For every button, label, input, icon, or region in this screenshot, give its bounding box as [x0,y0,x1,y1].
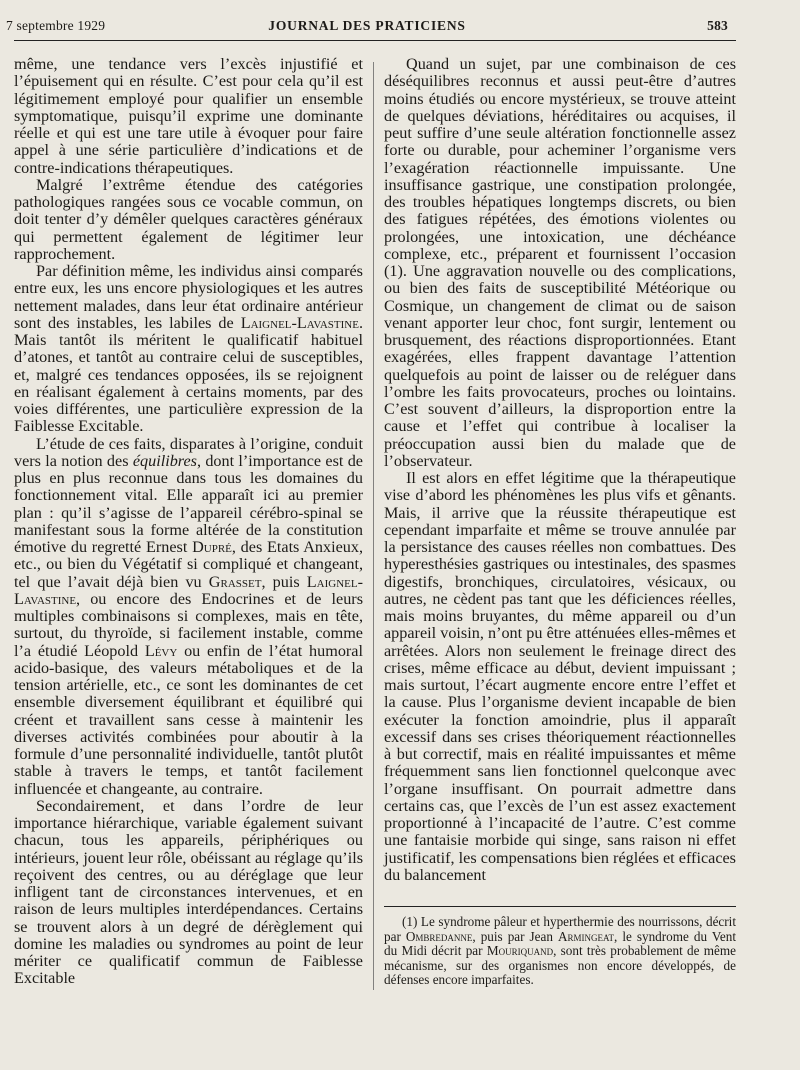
footnote-text [384,915,736,988]
text-run: L’étude de ces faits, disparates à l’origine, conduit vers la notion des [14,434,363,470]
author-name: Ombredanne [405,928,473,944]
paragraph: Quand un sujet, par une combinaison de ces déséquilibres reconnus et aussi peut-être d’autres moins étudiés ou encore mystérieux, se trouve atteint de quelques déviations, héréditaires ou acquises, il peut suffire d’une seule altération fonctionnelle assez forte ou durable, pour acheminer l’organisme vers l’exagération réactionnelle impuissante. Une insuffisance gastrique, une constipation prolongée, des troubles hépatiques longtemps discrets, ou bien des fatigues répétées, des émotions violentes ou prolongées, une intoxication, une déchéance complexe, etc., préparent et fournissent l’occasion (1). Une aggravation nouvelle ou des complications, ou bien des faits de susceptibilité Météorique ou Cosmique, un changement de climat ou de saison venant apporter leur choc, font surgir, lentement ou brusquement, des réactions disproportionnées. Etant exagérées, elles frappent davantage l’attention quelquefois au point de laisser ou de reléguer dans l’ombre les faits provocateurs, proches ou lointains. C’est souvent d’ailleurs, la disproportion entre la cause et l’effet qui contribue à localiser la préoccupation aussi bien du malade que de l’observateur. [384,55,736,470]
paragraph [14,263,363,436]
author-name: Lévy [144,641,178,660]
text-run: , dont l’importance est de plus en plus reconnue dans tous les domaines du fonctionnement vital. Elle apparaît ici au premier plan : qu’il s’agisse de l’appareil cérébro-spinal se manifestant sous la forme altérée de la constitution émotive du regretté Ernest [14,451,363,556]
author-name: Mouriquand [486,943,554,959]
text-run: Par définition même, les individus ainsi comparés entre eux, les uns encore physiologiques et les autres nettement malades, dans leur état ordinaire antérieur sont des instables, les labiles de [14,262,363,332]
header-date: 7 septembre 1929 [6,18,106,33]
left-column [14,56,363,988]
footnote [384,915,736,988]
footnote-rule [384,906,736,907]
paragraph [14,436,363,798]
page-number: 583 [707,18,728,33]
text-run: , puis [261,572,307,591]
text-run: , ou encore des Endocrines et de leurs multiples combinaisons si complexes, mais en tête, surtout, du thyroïde, si facilement instable, comme l’a étudié Léopold [14,589,363,660]
header-rule [14,40,736,41]
text-run: , des Etats Anxieux, etc., ou bien du Végétatif si compliqué et changeant, tel que l’avait déjà bien vu [14,538,363,591]
text-run: ou enfin de l’état humoral acido-basique, des valeurs métaboliques et de la tension artérielle, etc., ce sont les dominantes de cet ensemble diversement équilibrant et équilibré qui créent et travaillent sans cesse à maintenir les diverses activités combinées pour aboutir à la formule d’une personnalité individuelle, tantôt plutôt stable à travers le temps, et tantôt facilement influencée et changeante, au contraire. [14,641,363,798]
column-divider [373,62,374,990]
emphasis: équilibres [132,451,197,470]
text-run: , sont très probablement de même mécanisme, sur des organismes non encore développés, de défenses encore imparfaites. [384,943,736,988]
text-run: (1) Le syndrome pâleur et hyperthermie des nourrissons, décrit par [384,914,736,944]
journal-title: JOURNAL DES PRATICIENS [268,18,466,33]
text-run: . Mais tantôt ils méritent le qualificatif habituel d’atones, et tantôt au contraire celui de susceptibles, et, malgré ces tendances opposées, ils se rejoignent en réalisant également à certains moments, par des voies différentes, une particulière expression de la Faiblesse Excitable. [14,313,363,436]
page-header [6,14,728,36]
author-name: Armingeat [557,928,615,944]
paragraph: Il est alors en effet légitime que la thérapeutique vise d’abord les phénomènes les plus vifs et gênants. Mais, il arrive que la réussite thérapeutique est cependant imparfaite et même se trouve annulée par la persistance des causes réelles non combattues. Des hyperesthésies gastriques ou intestinales, des spasmes digestifs, bronchiques, circulatoires, vésicaux, ou autres, ne cèdent pas tant que les déficiences réelles, mais moins bruyantes, du même appareil ou d’un appareil voisin, n’ont pu être atténuées elles-mêmes et arrêtées. Alors non seulement le freinage direct des crises, même efficace au début, devient impuissant ; mais surtout, l’écart augmente encore entre l’effet et la cause. Plus l’organisme devient incapable de bien exécuter la fonction amoindrie, plus il apparaît excessif dans ses crises théoriquement réactionnelles à but correctif, mais en réalité impuissantes et même fréquemment sans lien fonctionnel quelconque avec l’organe insuffisant. On pourrait admettre dans certains cas, que l’excès de l’un est assez exactement proportionné à l’incapacité de l’autre. C’est comme une fantaisie morbide qui singe, sans raison ni effet justificatif, les compensations bien réglées et efficaces du balancement [384,469,736,884]
author-name: Laignel-Lavastine [14,572,363,608]
text-run: , puis par Jean [472,928,558,944]
author-name: Laignel-Lavastine [240,313,359,332]
author-name: Grasset [208,572,262,591]
author-name: Dupré [192,538,232,556]
text-run: , le syndrome du Vent du Midi décrit par [384,928,736,959]
paragraph: Malgré l’extrême étendue des catégories pathologiques rangées sous ce vocable commun, on doit tenter d’y démêler quelques caractères généraux qui permettent également de légitimer leur rapprochement. [14,175,363,263]
paragraph: même, une tendance vers l’excès injustifié et l’épuisement qui en résulte. C’est pour cela qu’il est légitimement employé pour qualifier un ensemble symptomatique, puisqu’il exprime une dominante réelle et qui est une tare utile à évoquer pour faire appel à une série particulière d’indications et de contre-indications thérapeutiques. [14,55,363,177]
paragraph: Secondairement, et dans l’ordre de leur importance hiérarchique, variable également suivant chacun, tous les appareils, périphériques ou intérieurs, jouent leur rôle, obéissant au réglage qu’ils reçoivent des centres, ou au déréglage que leur infligent tant de circonstances intervenues, et en raison de leurs multiples interdépendances. Certains se trouvent alors à un degré de dérèglement qui domine les maladies ou syndromes au point de leur mériter ce qualificatif commun de Faiblesse Excitable [14,796,363,988]
right-column [384,56,736,884]
